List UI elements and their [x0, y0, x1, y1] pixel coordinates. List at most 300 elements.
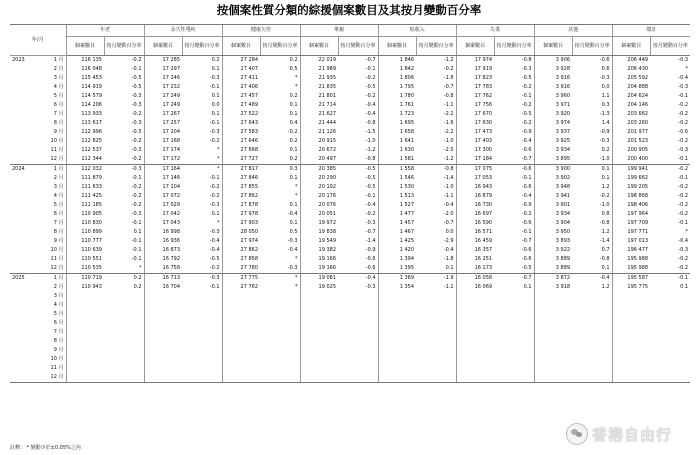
- case-count-cell: 111 633: [66, 183, 104, 192]
- case-count-cell: 17 043: [144, 219, 182, 228]
- monthly-change-cell: [104, 301, 144, 310]
- case-count-cell: 17 783: [456, 83, 494, 92]
- case-count-cell: 17 267: [144, 110, 182, 119]
- case-count-cell: 204 624: [612, 92, 650, 101]
- monthly-change-cell: *: [217, 220, 220, 226]
- monthly-change-cell: [260, 319, 300, 328]
- case-count-cell: 27 903: [222, 219, 260, 228]
- monthly-change-cell: [260, 346, 300, 355]
- case-count-cell: 27 855: [222, 183, 260, 192]
- case-count-cell: 3 960: [534, 92, 572, 101]
- month-label: 6 月: [53, 320, 64, 326]
- monthly-change-cell: -0.2: [678, 102, 689, 108]
- monthly-change-cell: [260, 373, 300, 383]
- case-count-cell: 114 206: [66, 101, 104, 110]
- monthly-change-cell: [416, 373, 456, 383]
- monthly-change-cell: -0.1: [131, 256, 142, 262]
- month-label: 6 月: [53, 211, 64, 217]
- case-count-cell: 27 846: [222, 174, 260, 183]
- case-count-cell: 203 662: [612, 110, 650, 119]
- case-count-cell: 200 400: [612, 155, 650, 165]
- monthly-change-cell: -0.7: [365, 57, 376, 63]
- table-row: [10, 56, 690, 66]
- monthly-change-cell: -0.2: [521, 102, 532, 108]
- monthly-change-cell: -0.2: [521, 120, 532, 126]
- monthly-change-cell: [338, 346, 378, 355]
- monthly-change-cell: -0.3: [131, 211, 142, 217]
- monthly-change-cell: 0.1: [289, 147, 298, 153]
- year-group: [10, 274, 690, 383]
- case-count-cell: 20 290: [300, 174, 338, 183]
- case-count-cell: [612, 355, 650, 364]
- case-count-cell: [222, 373, 260, 383]
- monthly-change-cell: [338, 337, 378, 346]
- case-count-cell: 3 922: [534, 246, 572, 255]
- case-count-cell: 197 771: [612, 228, 650, 237]
- monthly-change-cell: -1.1: [443, 102, 454, 108]
- monthly-change-cell: -0.1: [678, 275, 689, 281]
- case-count-cell: 27 646: [222, 137, 260, 146]
- case-count-cell: 27 522: [222, 110, 260, 119]
- case-count-cell: 17 297: [144, 65, 182, 74]
- year-label: [10, 146, 38, 155]
- category-header: 單親: [300, 25, 378, 37]
- case-count-cell: 3 902: [534, 174, 572, 183]
- case-count-cell: 1 369: [378, 274, 416, 284]
- monthly-change-cell: -0.2: [678, 193, 689, 199]
- monthly-change-cell: -0.4: [678, 75, 689, 81]
- monthly-change-cell: [338, 355, 378, 364]
- case-count-header: 個案數目: [534, 37, 572, 56]
- monthly-change-cell: -0.2: [678, 166, 689, 172]
- case-count-cell: 3 948: [534, 183, 572, 192]
- monthly-change-cell: -0.8: [599, 220, 610, 226]
- monthly-change-cell: [338, 319, 378, 328]
- case-count-cell: 198 406: [612, 201, 650, 210]
- case-count-cell: 20 192: [300, 183, 338, 192]
- year-label: [10, 264, 38, 274]
- case-count-cell: [66, 346, 104, 355]
- table-row: [10, 292, 690, 301]
- monthly-change-cell: -0.3: [678, 57, 689, 63]
- monthly-change-cell: -1.0: [443, 184, 454, 190]
- case-count-cell: 21 989: [300, 65, 338, 74]
- monthly-change-cell: 0.2: [601, 147, 610, 153]
- monthly-change-cell: 0.7: [601, 247, 610, 253]
- year-label: 2024: [12, 166, 25, 172]
- month-label: 1 月: [53, 166, 64, 172]
- month-label: 9 月: [53, 347, 64, 353]
- case-count-cell: 20 497: [300, 155, 338, 165]
- year-label: [10, 346, 38, 355]
- case-count-cell: 1 394: [378, 255, 416, 264]
- case-count-cell: [456, 328, 494, 337]
- case-count-cell: 3 941: [534, 192, 572, 201]
- case-count-cell: 19 025: [300, 283, 338, 292]
- year-label: [10, 373, 38, 383]
- month-label: 12 月: [38, 373, 66, 383]
- case-count-cell: [300, 292, 338, 301]
- monthly-change-cell: [260, 292, 300, 301]
- case-count-cell: 21 627: [300, 110, 338, 119]
- case-count-cell: [534, 310, 572, 319]
- case-count-cell: 1 695: [378, 119, 416, 128]
- case-count-cell: 28 050: [222, 228, 260, 237]
- case-count-cell: 113 617: [66, 119, 104, 128]
- monthly-change-cell: -0.2: [104, 155, 144, 165]
- case-count-cell: [300, 337, 338, 346]
- table-row: [10, 237, 690, 246]
- monthly-change-cell: *: [295, 184, 298, 190]
- case-count-cell: [534, 292, 572, 301]
- case-count-cell: 19 081: [300, 274, 338, 284]
- case-count-cell: [378, 310, 416, 319]
- monthly-change-cell: [572, 319, 612, 328]
- case-count-cell: 110 639: [66, 246, 104, 255]
- monthly-change-cell: -0.3: [260, 264, 300, 274]
- month-label: 3 月: [53, 75, 64, 81]
- table-row: [10, 110, 690, 119]
- monthly-change-cell: -0.1: [209, 284, 220, 290]
- case-count-cell: 27 978: [222, 210, 260, 219]
- monthly-change-cell: -0.3: [209, 129, 220, 135]
- monthly-change-cell: 0.2: [289, 57, 298, 63]
- monthly-change-cell: [338, 373, 378, 383]
- case-count-cell: [456, 292, 494, 301]
- table-row: [10, 146, 690, 155]
- case-count-cell: 17 473: [456, 128, 494, 137]
- case-count-cell: 1 806: [378, 74, 416, 83]
- monthly-change-cell: -0.1: [650, 155, 690, 165]
- case-count-cell: 27 862: [222, 192, 260, 201]
- case-count-cell: 201 977: [612, 128, 650, 137]
- year-label: [10, 174, 38, 183]
- case-count-cell: 17 630: [456, 119, 494, 128]
- case-count-cell: 1 513: [378, 192, 416, 201]
- monthly-change-cell: -0.4: [365, 275, 376, 281]
- monthly-change-cell: [416, 346, 456, 355]
- case-count-cell: 110 777: [66, 237, 104, 246]
- table-row: [10, 210, 690, 219]
- case-count-cell: [300, 328, 338, 337]
- case-count-cell: 1 527: [378, 201, 416, 210]
- case-count-cell: [222, 355, 260, 364]
- monthly-change-cell: -0.6: [599, 57, 610, 63]
- monthly-change-cell: -1.8: [443, 256, 454, 262]
- case-count-cell: 16 697: [456, 210, 494, 219]
- case-count-cell: 27 411: [222, 74, 260, 83]
- case-count-cell: 3 906: [534, 56, 572, 66]
- monthly-change-cell: [650, 319, 690, 328]
- monthly-change-cell: 0.4: [289, 120, 298, 126]
- case-count-cell: 3 925: [534, 137, 572, 146]
- table-row: [10, 201, 690, 210]
- case-count-cell: 199 662: [612, 174, 650, 183]
- monthly-change-cell: -0.4: [365, 102, 376, 108]
- case-count-cell: 1 546: [378, 174, 416, 183]
- month-label: 9 月: [53, 129, 64, 135]
- monthly-change-cell: -0.2: [131, 193, 142, 199]
- year-label: [10, 83, 38, 92]
- case-count-cell: 111 425: [66, 192, 104, 201]
- case-count-cell: 27 817: [222, 165, 260, 175]
- case-count-cell: 16 704: [144, 283, 182, 292]
- case-count-cell: 17 756: [456, 101, 494, 110]
- monthly-change-cell: 0.0: [445, 229, 454, 235]
- month-label: 6 月: [53, 102, 64, 108]
- case-count-cell: [144, 328, 182, 337]
- table-row: [10, 373, 690, 383]
- monthly-change-cell: [572, 310, 612, 319]
- watermark: [566, 421, 694, 447]
- case-count-cell: 16 173: [456, 264, 494, 274]
- case-count-cell: 19 382: [300, 246, 338, 255]
- case-count-cell: [66, 337, 104, 346]
- case-count-cell: 110 905: [66, 210, 104, 219]
- case-count-cell: 111 185: [66, 201, 104, 210]
- case-count-cell: 21 714: [300, 101, 338, 110]
- monthly-change-cell: 1.4: [601, 120, 610, 126]
- monthly-change-cell: -0.8: [338, 155, 378, 165]
- year-label: [10, 292, 38, 301]
- case-count-cell: [612, 346, 650, 355]
- case-count-cell: [378, 373, 416, 383]
- case-count-cell: 16 758: [144, 264, 182, 274]
- monthly-change-cell: *: [217, 166, 220, 172]
- case-count-cell: 112 537: [66, 146, 104, 155]
- case-count-cell: 1 420: [378, 246, 416, 255]
- case-count-cell: 27 489: [222, 101, 260, 110]
- monthly-change-cell: -0.4: [521, 193, 532, 199]
- monthly-change-cell: 0.0: [211, 102, 220, 108]
- monthly-change-cell: -0.2: [521, 211, 532, 217]
- monthly-change-cell: [494, 301, 534, 310]
- monthly-change-cell: [416, 337, 456, 346]
- case-count-cell: 3 934: [534, 146, 572, 155]
- case-count-cell: 17 974: [456, 56, 494, 66]
- monthly-change-cell: -0.1: [209, 120, 220, 126]
- monthly-change-cell: -0.1: [521, 175, 532, 181]
- monthly-change-cell: 0.0: [601, 84, 610, 90]
- monthly-change-cell: 0.1: [289, 102, 298, 108]
- monthly-change-cell: -0.1: [209, 84, 220, 90]
- case-count-cell: 3 889: [534, 255, 572, 264]
- case-count-cell: 20 915: [300, 137, 338, 146]
- category-header: 失業: [456, 25, 534, 37]
- monthly-change-cell: -1.4: [599, 238, 610, 244]
- monthly-change-cell: -0.3: [287, 238, 298, 244]
- monthly-change-cell: [650, 310, 690, 319]
- monthly-change-header: 按月變動百分率: [494, 37, 534, 56]
- monthly-change-cell: 0.2: [133, 284, 142, 290]
- case-count-cell: 197 964: [612, 210, 650, 219]
- monthly-change-cell: -0.5: [365, 184, 376, 190]
- monthly-change-cell: [650, 337, 690, 346]
- case-count-cell: 27 457: [222, 92, 260, 101]
- monthly-change-cell: -1.4: [443, 175, 454, 181]
- monthly-change-cell: -0.2: [678, 211, 689, 217]
- case-count-cell: 27 668: [222, 146, 260, 155]
- case-count-cell: 17 146: [144, 174, 182, 183]
- monthly-change-cell: -0.2: [365, 75, 376, 81]
- case-count-cell: [66, 301, 104, 310]
- monthly-change-cell: -1.0: [365, 138, 376, 144]
- monthly-change-cell: [650, 292, 690, 301]
- case-count-cell: 195 587: [612, 274, 650, 284]
- monthly-change-cell: -0.2: [650, 264, 690, 274]
- case-count-cell: 3 904: [534, 219, 572, 228]
- cssa-case-table: [10, 24, 690, 383]
- case-count-cell: [144, 301, 182, 310]
- monthly-change-cell: -0.2: [678, 184, 689, 190]
- case-count-cell: 19 838: [300, 228, 338, 237]
- case-count-header: 個案數目: [144, 37, 182, 56]
- table-row: [10, 255, 690, 264]
- monthly-change-cell: *: [295, 275, 298, 281]
- monthly-change-cell: -0.5: [494, 264, 534, 274]
- monthly-change-cell: -0.2: [209, 138, 220, 144]
- case-count-cell: 3 918: [534, 283, 572, 292]
- case-count-cell: 3 893: [534, 237, 572, 246]
- monthly-change-cell: -0.3: [678, 247, 689, 253]
- monthly-change-cell: -0.3: [365, 220, 376, 226]
- case-count-cell: [534, 346, 572, 355]
- case-count-cell: [534, 364, 572, 373]
- case-count-cell: 16 069: [456, 283, 494, 292]
- month-label: 9 月: [53, 238, 64, 244]
- case-count-cell: 27 878: [222, 201, 260, 210]
- monthly-change-cell: [416, 319, 456, 328]
- case-count-cell: 16 792: [144, 255, 182, 264]
- monthly-change-cell: -0.5: [131, 84, 142, 90]
- table-row: [10, 274, 690, 284]
- monthly-change-cell: -1.8: [443, 75, 454, 81]
- case-count-cell: 17 168: [144, 137, 182, 146]
- monthly-change-cell: 0.1: [601, 175, 610, 181]
- monthly-change-cell: [104, 310, 144, 319]
- case-count-cell: 3 950: [534, 228, 572, 237]
- monthly-change-cell: 0.1: [211, 111, 220, 117]
- case-count-cell: 16 357: [456, 246, 494, 255]
- month-label: 8 月: [53, 229, 64, 235]
- case-count-cell: 196 477: [612, 246, 650, 255]
- monthly-change-cell: 1.2: [601, 229, 610, 235]
- monthly-change-cell: 1.1: [601, 93, 610, 99]
- monthly-change-cell: -0.3: [131, 147, 142, 153]
- case-count-cell: [612, 301, 650, 310]
- case-count-cell: [66, 364, 104, 373]
- monthly-change-cell: -0.1: [131, 238, 142, 244]
- monthly-change-cell: -2.0: [443, 211, 454, 217]
- monthly-change-cell: -0.7: [365, 229, 376, 235]
- case-count-cell: 200 905: [612, 146, 650, 155]
- case-count-cell: 3 872: [534, 274, 572, 284]
- monthly-change-cell: [572, 292, 612, 301]
- case-count-cell: 17 204: [144, 128, 182, 137]
- case-count-cell: 20 051: [300, 210, 338, 219]
- case-count-cell: 1 581: [378, 155, 416, 165]
- case-count-cell: 195 775: [612, 283, 650, 292]
- case-count-cell: 197 013: [612, 237, 650, 246]
- monthly-change-cell: [182, 355, 222, 364]
- table-row: [10, 364, 690, 373]
- case-count-cell: 1 846: [378, 56, 416, 66]
- monthly-change-cell: -0.7: [521, 238, 532, 244]
- case-count-cell: 17 172: [144, 155, 182, 165]
- case-count-cell: 16 936: [144, 237, 182, 246]
- monthly-change-cell: -0.2: [365, 93, 376, 99]
- case-count-cell: 17 403: [456, 137, 494, 146]
- case-count-header: 個案數目: [222, 37, 260, 56]
- monthly-change-cell: [182, 337, 222, 346]
- monthly-change-cell: -0.9: [599, 129, 610, 135]
- month-label: 4 月: [53, 302, 64, 308]
- monthly-change-cell: -0.9: [365, 247, 376, 253]
- case-count-cell: 17 184: [456, 155, 494, 165]
- case-count-cell: 16 713: [144, 274, 182, 284]
- monthly-change-cell: 0.1: [211, 66, 220, 72]
- case-count-cell: 17 249: [144, 101, 182, 110]
- monthly-change-cell: -1.2: [443, 57, 454, 63]
- case-count-cell: 20 076: [300, 201, 338, 210]
- case-count-cell: 20 385: [300, 165, 338, 175]
- monthly-change-cell: 0.1: [523, 284, 532, 290]
- case-count-cell: [456, 310, 494, 319]
- case-count-cell: [534, 328, 572, 337]
- case-count-cell: 110 535: [66, 264, 104, 274]
- monthly-change-cell: [494, 310, 534, 319]
- case-count-cell: 203 260: [612, 119, 650, 128]
- monthly-change-cell: -0.8: [599, 256, 610, 262]
- monthly-change-cell: -2.9: [443, 238, 454, 244]
- monthly-change-cell: -0.2: [131, 111, 142, 117]
- case-count-cell: 27 775: [222, 274, 260, 284]
- case-count-cell: 16 590: [456, 219, 494, 228]
- monthly-change-cell: -0.5: [209, 256, 220, 262]
- monthly-change-cell: 0.5: [289, 66, 298, 72]
- case-count-cell: [456, 301, 494, 310]
- table-row: [10, 328, 690, 337]
- case-count-cell: 27 858: [222, 255, 260, 264]
- case-count-cell: 16 943: [456, 183, 494, 192]
- monthly-change-cell: -1.0: [443, 138, 454, 144]
- monthly-change-cell: 0.1: [289, 220, 298, 226]
- case-count-cell: 1 723: [378, 110, 416, 119]
- case-count-cell: 3 928: [534, 65, 572, 74]
- monthly-change-cell: *: [295, 75, 298, 81]
- case-count-cell: 115 453: [66, 74, 104, 83]
- case-count-cell: 16 879: [456, 192, 494, 201]
- category-header: 其他: [534, 25, 612, 37]
- monthly-change-cell: -0.3: [209, 275, 220, 281]
- year-label: [10, 119, 38, 128]
- case-count-cell: 199 205: [612, 183, 650, 192]
- case-count-cell: 195 988: [612, 255, 650, 264]
- case-count-cell: 111 879: [66, 174, 104, 183]
- case-count-cell: 16 459: [456, 237, 494, 246]
- year-label: [10, 364, 38, 373]
- case-count-cell: 3 900: [534, 165, 572, 175]
- monthly-change-cell: -0.3: [209, 202, 220, 208]
- monthly-change-cell: -1.1: [443, 284, 454, 290]
- case-count-cell: 27 407: [222, 65, 260, 74]
- month-label: 4 月: [53, 193, 64, 199]
- year-label: [10, 310, 38, 319]
- monthly-change-cell: [104, 346, 144, 355]
- category-header: 年老: [66, 25, 144, 37]
- case-count-cell: [144, 292, 182, 301]
- case-count-cell: 3 920: [534, 110, 572, 119]
